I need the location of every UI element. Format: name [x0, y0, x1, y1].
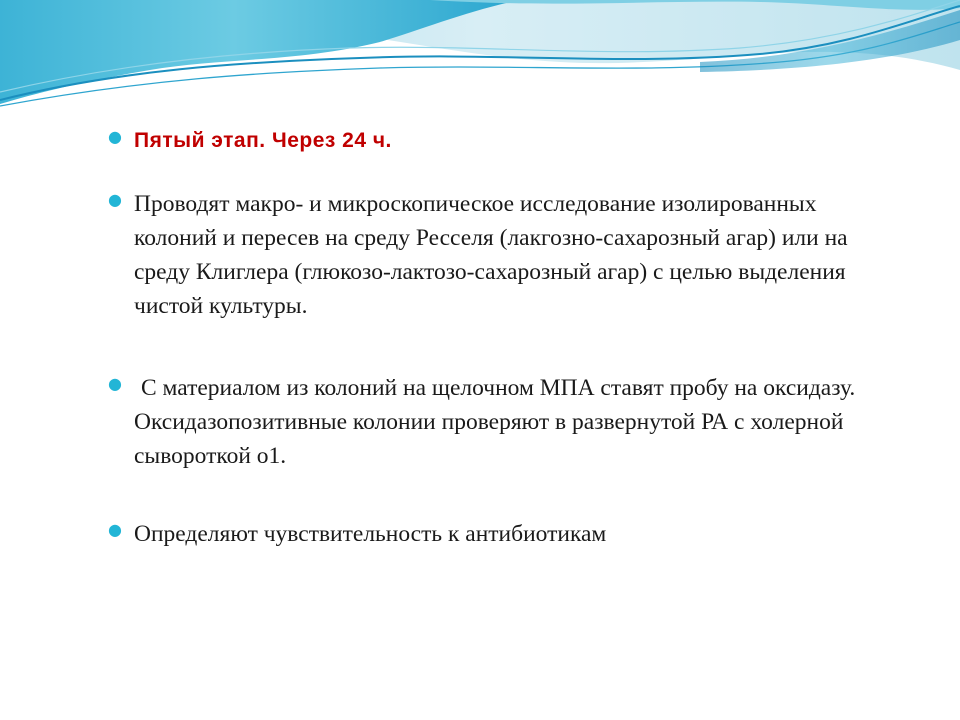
bullet-item	[108, 517, 898, 551]
bullet-item	[108, 371, 898, 473]
decorative-wave-header	[0, 0, 960, 120]
bullet-dot-icon: ●	[108, 520, 122, 539]
bullet-dot-icon: ●	[108, 374, 122, 393]
bullet-text: Определяют чувствительность к антибиотикам	[134, 521, 607, 547]
bullet-heading	[108, 124, 898, 158]
bullet-text: Проводят макро- и микроскопическое исследование изолированных колоний и пересев на среду Ресселя (лакгозно-сахарозный агар) или на среду Клиглера (глюкозо-лактозо-сахарозный агар) с целью выделения чистой культуры.	[134, 191, 848, 319]
bullet-item	[108, 187, 898, 323]
bullet-dot-icon: ●	[108, 190, 122, 209]
bullet-text: С материалом из колоний на щелочном МПА ставят пробу на оксидазу. Оксидазопозитивные колонии проверяют в развернутой РА с холерной сывороткой о1.	[134, 375, 856, 469]
bullet-list	[108, 124, 898, 551]
bullet-dot-icon: ●	[108, 127, 123, 146]
wave-mid-band	[0, 0, 520, 104]
heading-text: Пятый этап. Через 24 ч.	[134, 129, 392, 152]
